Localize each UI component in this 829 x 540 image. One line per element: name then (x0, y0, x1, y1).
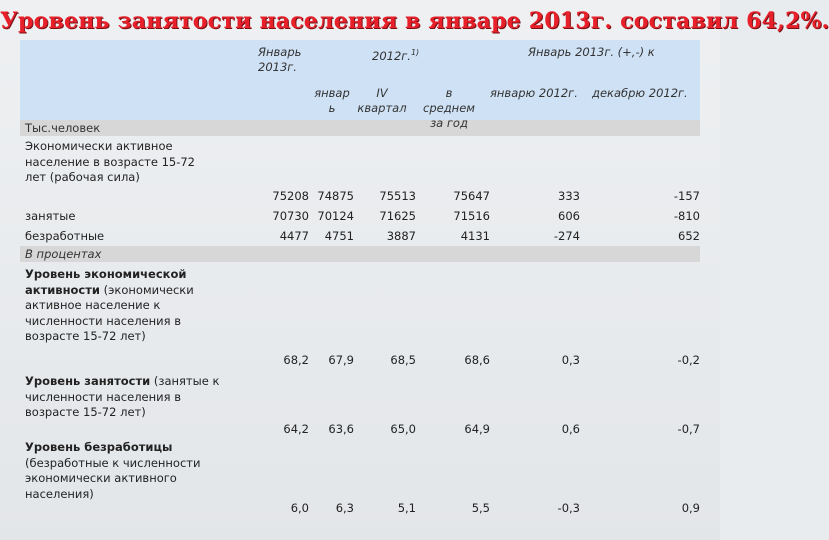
cell-r5-c2: 5,1 (397, 501, 416, 515)
cell-r1-c3: 71516 (453, 209, 490, 223)
cell-r2-c0: 4477 (279, 229, 309, 243)
cell-r0-c1: 74875 (317, 189, 354, 203)
header-2012-footnote: 1) (410, 48, 420, 57)
cell-r5-c5: 0,9 (681, 501, 700, 515)
cell-r0-c0: 75208 (272, 189, 309, 203)
row-label-employed: занятые (25, 209, 76, 223)
cell-r0-c2: 75513 (379, 189, 416, 203)
subheader-vs-dec: декабрю 2012г. (592, 86, 688, 100)
cell-r4-c1: 63,6 (328, 422, 354, 436)
cell-r4-c4: 0,6 (561, 422, 580, 436)
cell-r4-c3: 64,9 (464, 422, 490, 436)
cell-r2-c2: 3887 (386, 229, 416, 243)
subheader-vs-jan: январю 2012г. (490, 86, 578, 100)
row-label-activity-rate-desc: (экономически активное население к численности населения в возрасте 15-72 лет) (25, 282, 194, 343)
subheader-jan: январь (314, 86, 350, 115)
header-jan2013: Январь 2013г. (258, 45, 302, 74)
row-label-employment-rate (25, 374, 225, 421)
slide-title: Уровень занятости населения в январе 2013г. составил 64,2%. (0, 8, 829, 34)
row-label-labor-force: Экономически активное население в возрасте 15-72 лет (рабочая сила) (25, 139, 195, 184)
row-label-unemployment-rate-title: Уровень безработицы (25, 440, 173, 454)
cell-r4-c5: -0,7 (677, 422, 700, 436)
cell-r4-c0: 64,2 (283, 422, 309, 436)
cell-r5-c1: 6,3 (335, 501, 354, 515)
cell-r4-c2: 65,0 (390, 422, 416, 436)
header-jan2013-vs: Январь 2013г. (+,-) к (528, 45, 655, 59)
cell-r5-c4: -0,3 (557, 501, 580, 515)
cell-r1-c2: 71625 (379, 209, 416, 223)
subheader-avg: в среднем за год (423, 86, 475, 130)
row-label-unemployment-rate-desc: (безработные к численности экономически активного населения) (25, 455, 201, 501)
header-2012-label: 2012г. (372, 48, 411, 63)
cell-r5-c0: 6,0 (290, 501, 309, 515)
header-2012 (372, 45, 419, 64)
row-label-unemployment-rate (25, 440, 225, 502)
cell-r3-c1: 67,9 (328, 353, 354, 367)
cell-r0-c3: 75647 (453, 189, 490, 203)
cell-r2-c4: -274 (553, 229, 580, 243)
cell-r3-c4: 0,3 (561, 353, 580, 367)
cell-r1-c0: 70730 (272, 209, 309, 223)
cell-r1-c4: 606 (558, 209, 580, 223)
cell-r5-c3: 5,5 (471, 501, 490, 515)
section-band-thousands (20, 120, 700, 136)
cell-r1-c5: -810 (673, 209, 700, 223)
row-label-activity-rate-title: Уровень экономической активности (25, 267, 187, 297)
section-thousands: Тыс.человек (25, 121, 101, 135)
cell-r0-c4: 333 (558, 189, 580, 203)
cell-r2-c1: 4751 (324, 229, 354, 243)
section-percent: В процентах (25, 247, 102, 261)
cell-r3-c0: 68,2 (283, 353, 309, 367)
cell-r3-c5: -0,2 (677, 353, 700, 367)
cell-r3-c2: 68,5 (390, 353, 416, 367)
row-label-unemployed: безработные (25, 229, 105, 243)
row-label-employment-rate-title: Уровень занятости (25, 374, 151, 388)
cell-r2-c5: 652 (678, 229, 700, 243)
row-label-activity-rate (25, 267, 225, 345)
row-label-employment-rate-desc: (занятые к численности населения в возрасте 15-72 лет) (25, 374, 220, 419)
subheader-q4: IV квартал (357, 86, 407, 115)
cell-r1-c1: 70124 (317, 209, 354, 223)
cell-r2-c3: 4131 (460, 229, 490, 243)
cell-r0-c5: -157 (673, 189, 700, 203)
section-band-percent (20, 246, 700, 262)
cell-r3-c3: 68,6 (464, 353, 490, 367)
